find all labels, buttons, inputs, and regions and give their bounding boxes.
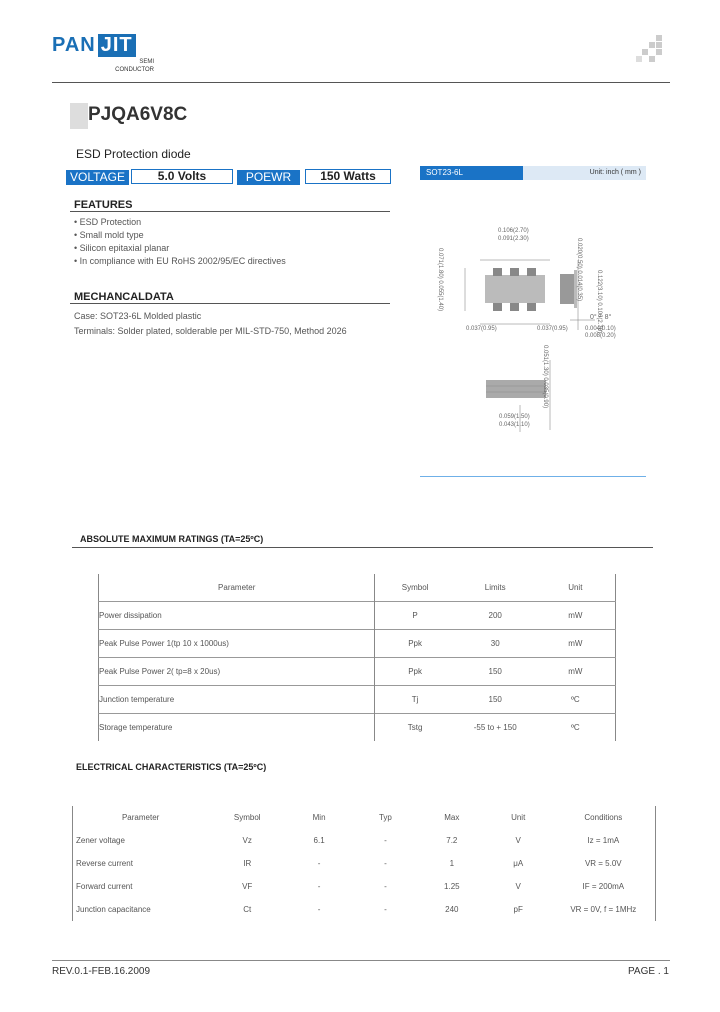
table-header-cell: Conditions bbox=[584, 813, 623, 822]
table-row bbox=[99, 658, 616, 686]
table-header-cell: Parameter bbox=[218, 583, 256, 592]
table-row bbox=[99, 686, 616, 714]
table-cell: P bbox=[375, 602, 455, 630]
table-cell: Ct bbox=[243, 905, 252, 914]
table-cell: - bbox=[384, 859, 387, 868]
table-cell: Storage temperature bbox=[99, 714, 375, 742]
table-row bbox=[99, 714, 616, 742]
table-header-cell: Limits bbox=[484, 583, 506, 592]
table-cell: Forward current bbox=[76, 882, 133, 891]
table-cell: 150 bbox=[455, 658, 536, 686]
table-cell: ºC bbox=[536, 714, 616, 742]
table-cell: 6.1 bbox=[313, 836, 325, 845]
package-name: SOT23-6L bbox=[420, 166, 523, 180]
table-cell: VF bbox=[242, 882, 253, 891]
table-cell: mW bbox=[536, 602, 616, 630]
feature-item: • ESD Protection bbox=[74, 216, 286, 229]
power-label: POEWR bbox=[237, 170, 300, 185]
dim-label-h: 0.059(1.50) 0.043(1.10) bbox=[499, 414, 530, 428]
table-cell: 240 bbox=[445, 905, 459, 914]
dim-label-c1: 0.037(0.95) bbox=[466, 326, 497, 332]
header-divider bbox=[52, 82, 670, 83]
mechanical-line: Case: SOT23-6L Molded plastic bbox=[74, 311, 202, 321]
table-row bbox=[99, 602, 616, 630]
table-header-row bbox=[73, 806, 656, 829]
table-cell: mW bbox=[536, 630, 616, 658]
table-cell: 1 bbox=[449, 859, 455, 868]
voltage-label: VOLTAGE bbox=[66, 170, 129, 185]
dim-label-c2: 0.037(0.95) bbox=[537, 326, 568, 332]
package-lead bbox=[510, 268, 519, 276]
revision-text: REV.0.1-FEB.16.2009 bbox=[52, 966, 151, 977]
table-cell: -55 to + 150 bbox=[455, 714, 536, 742]
table-header-row bbox=[99, 574, 616, 602]
table-cell: Tstg bbox=[375, 714, 455, 742]
table-cell: V bbox=[515, 836, 521, 845]
table-cell: Zener voltage bbox=[76, 836, 125, 845]
table-cell: 7.2 bbox=[446, 836, 458, 845]
abs-max-title: ABSOLUTE MAXIMUM RATINGS (TA=25ºC) bbox=[80, 534, 264, 544]
page-number: PAGE . 1 bbox=[628, 966, 669, 977]
table-cell: - bbox=[384, 882, 387, 891]
table-header-cell: Unit bbox=[511, 813, 526, 822]
table-row bbox=[73, 898, 656, 921]
abs-max-table bbox=[98, 574, 616, 741]
mechanical-data bbox=[74, 309, 347, 339]
dim-label-f: 0.051(1.30) 0.035(0.90) bbox=[542, 345, 548, 409]
table-header-cell: Unit bbox=[568, 583, 583, 592]
elec-table bbox=[72, 806, 656, 921]
feature-item: • Silicon epitaxial planar bbox=[74, 242, 286, 255]
package-lead bbox=[527, 303, 536, 311]
package-bottom-line bbox=[420, 476, 646, 477]
logo-text: PAN bbox=[52, 34, 96, 56]
logo-sub-line-2: CONDUCTOR bbox=[115, 67, 154, 73]
table-cell: - bbox=[384, 836, 387, 845]
table-cell: 30 bbox=[455, 630, 536, 658]
title-tab bbox=[70, 103, 88, 129]
features-list bbox=[74, 216, 286, 268]
dim-label-a: 0.106(2.70) 0.091(2.30) bbox=[498, 228, 529, 242]
logo-subtitle bbox=[108, 58, 154, 74]
corner-dot-pattern-icon bbox=[636, 35, 666, 65]
package-outline-drawing bbox=[420, 200, 646, 440]
panjit-logo bbox=[52, 34, 136, 57]
abs-max-divider bbox=[72, 547, 653, 548]
package-lead bbox=[493, 268, 502, 276]
mechanical-line: Terminals: Solder plated, solderable per MIL-STD-750, Method 2026 bbox=[74, 326, 347, 336]
mechanical-divider bbox=[70, 303, 390, 304]
voltage-value: 5.0 Volts bbox=[131, 169, 233, 184]
table-cell: IF = 200mA bbox=[582, 882, 625, 891]
package-top-body bbox=[485, 275, 545, 303]
table-row bbox=[99, 630, 616, 658]
package-lead bbox=[510, 303, 519, 311]
package-lead bbox=[493, 303, 502, 311]
package-lead bbox=[527, 268, 536, 276]
table-cell: μA bbox=[513, 859, 524, 868]
mechanical-title: MECHANCALDATA bbox=[74, 291, 174, 303]
table-cell: pF bbox=[513, 905, 523, 914]
table-row bbox=[73, 852, 656, 875]
part-number-title: PJQA6V8C bbox=[88, 104, 188, 125]
table-header-cell: Symbol bbox=[233, 813, 261, 822]
dim-label-g: 0.004(0.10) 0.008(0.20) bbox=[585, 326, 616, 339]
table-cell: mW bbox=[536, 658, 616, 686]
logo-sub-line-1: SEMI bbox=[139, 59, 154, 65]
package-end-body bbox=[486, 380, 546, 398]
table-header-cell: Min bbox=[312, 813, 326, 822]
feature-item: • Small mold type bbox=[74, 229, 286, 242]
feature-item: • In compliance with EU RoHS 2002/95/EC directives bbox=[74, 255, 286, 268]
table-cell: Iz = 1mA bbox=[587, 836, 620, 845]
table-cell: Reverse current bbox=[76, 859, 133, 868]
table-cell: - bbox=[384, 905, 387, 914]
elec-title: ELECTRICAL CHARACTERISTICS (TA=25ºC) bbox=[76, 762, 267, 772]
dim-label-e: 0.122(3.10) 0.106(2.70) bbox=[596, 270, 602, 334]
device-subtitle: ESD Protection diode bbox=[76, 147, 191, 161]
dim-label-b: 0.071(1.80) 0.055(1.40) bbox=[437, 248, 443, 312]
table-header-cell: Typ bbox=[378, 813, 392, 822]
power-value: 150 Watts bbox=[305, 169, 391, 184]
table-cell: 150 bbox=[455, 686, 536, 714]
table-cell: - bbox=[317, 882, 321, 891]
table-cell: Vz bbox=[242, 836, 252, 845]
dim-label-d: 0.020(0.50) 0.014(0.35) bbox=[576, 238, 582, 302]
table-cell: - bbox=[317, 905, 321, 914]
table-header-cell: Parameter bbox=[121, 813, 160, 822]
table-cell: V bbox=[515, 882, 521, 891]
package-side-body bbox=[560, 274, 574, 304]
features-divider bbox=[70, 211, 390, 212]
table-cell: Peak Pulse Power 2( tp=8 x 20us) bbox=[99, 658, 375, 686]
table-header-cell: Max bbox=[444, 813, 460, 822]
table-cell: - bbox=[317, 859, 321, 868]
table-cell: Ppk bbox=[375, 630, 455, 658]
table-row bbox=[73, 875, 656, 898]
table-header-cell: Symbol bbox=[375, 574, 455, 602]
table-cell: 200 bbox=[455, 602, 536, 630]
table-cell: VR = 5.0V bbox=[584, 859, 622, 868]
table-cell: VR = 0V, f = 1MHz bbox=[570, 905, 637, 914]
dim-label-angle: 0° ~ 8° bbox=[590, 314, 612, 321]
features-title: FEATURES bbox=[74, 199, 133, 211]
table-cell: Power dissipation bbox=[99, 602, 375, 630]
table-cell: Junction temperature bbox=[99, 686, 375, 714]
footer-divider bbox=[52, 960, 670, 961]
table-cell: Junction capacitance bbox=[76, 905, 151, 914]
table-cell: IR bbox=[243, 859, 252, 868]
table-row bbox=[73, 829, 656, 852]
logo-box-text: JIT bbox=[98, 34, 136, 57]
table-cell: Ppk bbox=[375, 658, 455, 686]
table-cell: ºC bbox=[536, 686, 616, 714]
table-cell: 1.25 bbox=[444, 882, 460, 891]
table-cell: Tj bbox=[375, 686, 455, 714]
package-unit: Unit: inch ( mm ) bbox=[589, 169, 641, 176]
table-cell: Peak Pulse Power 1(tp 10 x 1000us) bbox=[99, 630, 375, 658]
